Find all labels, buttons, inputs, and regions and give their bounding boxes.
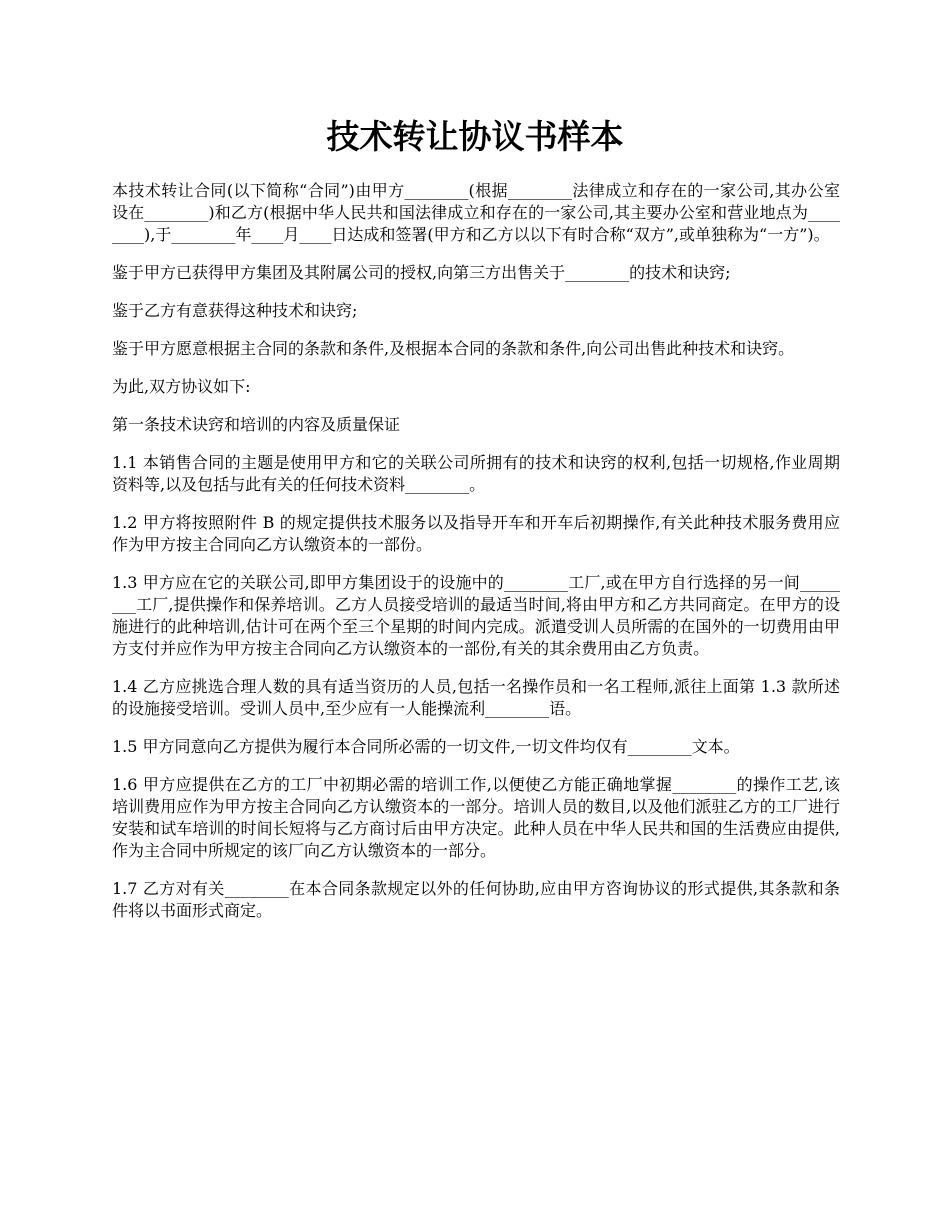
paragraph-whereas-1: 鉴于甲方已获得甲方集团及其附属公司的授权,向第三方出售关于________的技术和诀窍; bbox=[112, 263, 731, 282]
paragraph-whereas-2: 鉴于乙方有意获得这种技术和诀窍; bbox=[112, 301, 358, 320]
clause-1-6: 1.6 甲方应提供在乙方的工厂中初期必需的培训工作,以便使乙方能正确地掌握________的操作工艺,该培训费用应作为甲方按主合同向乙方认缴资本的一部分。培训人员的数目,以及他们派驻乙方的工厂进行安装和试车培训的时间长短将与乙方商讨后由甲方决定。此种人员在中华人民共和国的生活费应由提供,作为主合同中所规定的该厂向乙方认缴资本的一部分。 bbox=[112, 775, 840, 860]
clause-1-5: 1.5 甲方同意向乙方提供为履行本合同所必需的一切文件,一切文件均仅有________文本。 bbox=[112, 737, 740, 756]
clause-1-2: 1.2 甲方将按照附件 B 的规定提供技术服务以及指导开车和开车后初期操作,有关此种技术服务费用应作为甲方按主合同向乙方认缴资本的一部份。 bbox=[112, 513, 840, 554]
clause-1-7: 1.7 乙方对有关________在本合同条款规定以外的任何协助,应由甲方咨询协议的形式提供,其条款和条件将以书面形式商定。 bbox=[112, 879, 840, 920]
paragraph-preamble: 本技术转让合同(以下简称“合同”)由甲方________(根据________法律成立和存在的一家公司,其办公室设在________)和乙方(根据中华人民共和国法律成立和存在的一家公司,其主要办公室和营业地点为________),于________年____月____日达成和签署(甲方和乙方以以下有时合称“双方”,或单独称为“一方”)。 bbox=[112, 181, 840, 244]
clause-1-3: 1.3 甲方应在它的关联公司,即甲方集团设于的设施中的________工厂,或在甲方自行选择的另一间________工厂,提供操作和保养培训。乙方人员接受培训的最适当时间,将由甲方和乙方共同商定。在甲方的设施进行的此种培训,估计可在两个至三个星期的时间内完成。派遣受训人员所需的在国外的一切费用由甲方支付并应作为甲方按主合同向乙方认缴资本的一部份,有关的其余费用由乙方负责。 bbox=[112, 573, 840, 658]
document-body bbox=[112, 180, 840, 938]
paragraph-agreement: 为此,双方协议如下: bbox=[112, 377, 251, 396]
clause-1-1: 1.1 本销售合同的主题是使用甲方和它的关联公司所拥有的技术和诀窍的权利,包括一切规格,作业周期资料等,以及包括与此有关的任何技术资料________。 bbox=[112, 453, 840, 494]
article-1-heading: 第一条技术诀窍和培训的内容及质量保证 bbox=[112, 415, 401, 434]
clause-1-4: 1.4 乙方应挑选合理人数的具有适当资历的人员,包括一名操作员和一名工程师,派往上面第 1.3 款所述的设施接受培训。受训人员中,至少应有一人能操流利________语。 bbox=[112, 677, 840, 718]
document-title: 技术转让协议书样本 bbox=[326, 117, 624, 156]
paragraph-whereas-3: 鉴于甲方愿意根据主合同的条款和条件,及根据本合同的条款和条件,向公司出售此种技术和诀窍。 bbox=[112, 339, 795, 358]
